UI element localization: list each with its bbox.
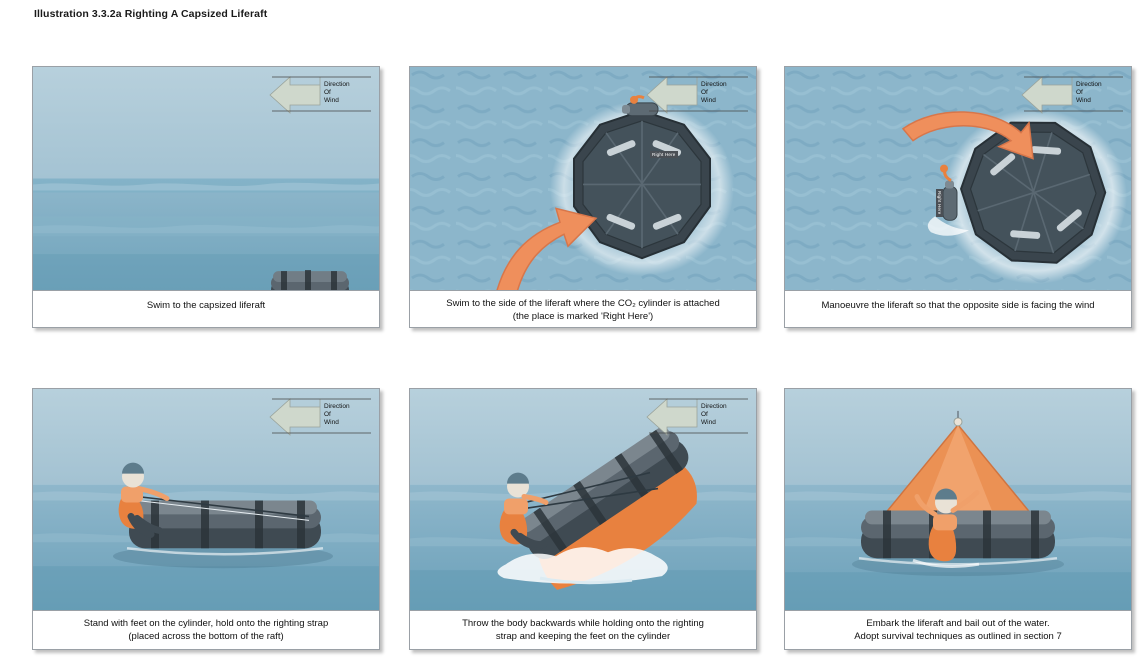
scene-righted-raft-with-canopy-survivor-boarding <box>785 389 1131 610</box>
panel-5-illustration <box>410 389 756 611</box>
caption-line: Throw the body backwards while holding onto the righting <box>462 618 704 629</box>
wind-direction-indicator <box>645 397 750 437</box>
wind-label-line3: Wind <box>324 419 339 426</box>
wind-label-line1: Direction <box>701 403 727 410</box>
wind-label-line2: Of <box>324 411 331 418</box>
wind-label <box>324 81 350 105</box>
panel-1-illustration <box>33 67 379 291</box>
panel-3-illustration <box>785 67 1131 291</box>
panel-1-caption <box>33 291 379 320</box>
wind-label-line2: Of <box>324 89 331 96</box>
wind-label <box>701 81 727 105</box>
wind-label-line2: Of <box>1076 89 1083 96</box>
wind-label-line1: Direction <box>701 81 727 88</box>
caption-line: (placed across the bottom of the raft) <box>128 631 284 642</box>
panel-5 <box>409 388 757 650</box>
caption-line: Manoeuvre the liferaft so that the opposite side is facing the wind <box>821 300 1095 311</box>
wind-label <box>701 403 727 427</box>
caption-line: Swim to the side of the liferaft where the CO₂ cylinder is attached <box>446 298 720 309</box>
panel-2-caption <box>410 291 756 329</box>
wind-label-line3: Wind <box>1076 97 1091 104</box>
wind-label-line1: Direction <box>1076 81 1102 88</box>
wind-arrow-icon <box>268 397 373 437</box>
panel-3 <box>784 66 1132 328</box>
wind-label-line2: Of <box>701 411 708 418</box>
wind-arrow-icon <box>1020 75 1125 115</box>
wind-direction-indicator <box>268 75 373 115</box>
wind-label-line2: Of <box>701 89 708 96</box>
right-here-marker: Right Here <box>937 191 942 215</box>
wind-label-line1: Direction <box>324 81 350 88</box>
wind-label-line3: Wind <box>324 97 339 104</box>
panel-2-illustration <box>410 67 756 291</box>
wind-direction-indicator <box>1020 75 1125 115</box>
caption-line: Swim to the capsized liferaft <box>146 300 266 311</box>
caption-line: Adopt survival techniques as outlined in section 7 <box>854 631 1062 642</box>
wind-label <box>1076 81 1102 105</box>
wind-label-line3: Wind <box>701 97 716 104</box>
panel-3-caption <box>785 291 1131 320</box>
wind-direction-indicator <box>645 75 750 115</box>
wind-arrow-icon <box>268 75 373 115</box>
wind-direction-indicator <box>268 397 373 437</box>
capsized-liferaft <box>266 270 354 290</box>
panel-2 <box>409 66 757 328</box>
panel-6-caption <box>785 611 1131 649</box>
caption-line: strap and keeping the feet on the cylinder <box>495 631 671 642</box>
panel-1 <box>32 66 380 328</box>
wind-label <box>324 403 350 427</box>
caption-line: Embark the liferaft and bail out of the water. <box>866 618 1050 629</box>
wind-label-line1: Direction <box>324 403 350 410</box>
wind-arrow-icon <box>645 75 750 115</box>
panel-4-caption <box>33 611 379 649</box>
wind-label-line3: Wind <box>701 419 716 426</box>
panel-4-illustration <box>33 389 379 611</box>
page-title: Illustration 3.3.2a Righting A Capsized Liferaft <box>34 8 268 20</box>
caption-line: (the place is marked 'Right Here') <box>512 311 654 322</box>
caption-line: Stand with feet on the cylinder, hold onto the righting strap <box>83 618 329 629</box>
right-here-marker: Right Here <box>652 152 676 157</box>
wind-arrow-icon <box>645 397 750 437</box>
panel-4 <box>32 388 380 650</box>
panel-5-caption <box>410 611 756 649</box>
panel-6-illustration <box>785 389 1131 611</box>
panel-6 <box>784 388 1132 650</box>
